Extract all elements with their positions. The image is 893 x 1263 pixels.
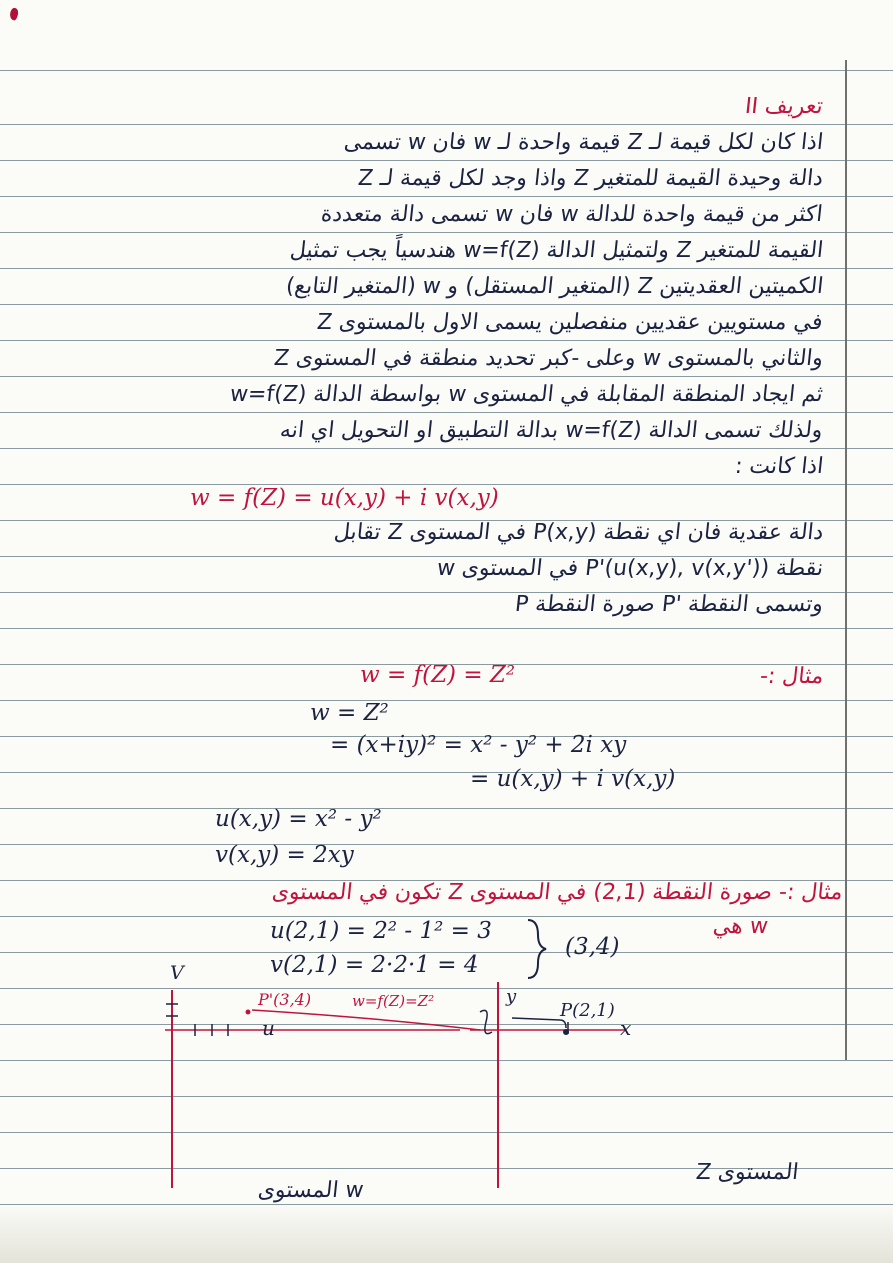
w-point-marker bbox=[246, 1010, 251, 1015]
brace-icon bbox=[528, 920, 546, 978]
example-step-1: w = Z² bbox=[310, 700, 389, 726]
example-step-2: = (x+iy)² = x² - y² + 2i xy bbox=[330, 732, 627, 758]
w-axis-u-label: u bbox=[262, 1016, 275, 1040]
definition-heading-text: تعريف bbox=[756, 94, 825, 119]
definition-line-9: ولذلك تسمى الدالة (w=f(Z بدالة التطبيق او التحويل اي انه bbox=[279, 418, 825, 443]
mapping-line-1: دالة عقدية فان اي نقطة (P(x,y في المستوى Z تقابل bbox=[332, 520, 825, 545]
definition-line-4: القيمة للمتغير Z ولتمثيل الدالة (w=f(Z هندسياً يجب تمثيل bbox=[288, 238, 825, 263]
w-point-label: P'(3,4) bbox=[258, 990, 312, 1009]
z-axis-y-label: y bbox=[506, 986, 517, 1007]
example2-suffix: w هي bbox=[711, 914, 770, 939]
definition-line-8: ثم ايجاد المنطقة المقابلة في المستوى w بواسطة الدالة (w=f(Z bbox=[228, 382, 825, 407]
page-shadow bbox=[0, 1203, 893, 1263]
w-plane-label: w المستوى bbox=[256, 1178, 365, 1203]
example-label: مثال :- bbox=[758, 664, 825, 689]
example2-label: مثال :- صورة النقطة (2,1) في المستوى Z تكون في المستوى bbox=[271, 880, 845, 905]
z-axis-x-label: x bbox=[620, 1016, 632, 1040]
definition-line-6: في مستويين عقديين منفصلين يسمى الاول بالمستوى Z bbox=[316, 310, 825, 335]
mapping-arrow-label: w=f(Z)=Z² bbox=[352, 992, 435, 1010]
definition-line-2: دالة وحيدة القيمة للمتغير Z واذا وجد لكل قيمة لـ Z bbox=[356, 166, 825, 191]
definition-line-10: اذا كانت : bbox=[733, 454, 825, 479]
definition-line-7: والثاني بالمستوى w وعلى -كبر تحديد منطقة في المستوى Z bbox=[272, 346, 825, 371]
definition-line-3: اكثر من قيمة واحدة للدالة w فان w تسمى دالة متعددة bbox=[320, 202, 825, 227]
z-point-label: P(2,1) bbox=[560, 1000, 615, 1021]
example-equation: w = f(Z) = Z² bbox=[360, 662, 516, 688]
main-equation: w = f(Z) = u(x,y) + i v(x,y) bbox=[190, 485, 499, 511]
example-step-4: u(x,y) = x² - y² bbox=[215, 806, 382, 832]
example2-calc-v: v(2,1) = 2·2·1 = 4 bbox=[270, 952, 479, 978]
z-point-leader bbox=[512, 1018, 566, 1028]
mapping-line-2: نقطة (('P'(u(x,y), v(x,y في المستوى w bbox=[435, 556, 825, 581]
w-axis-v-label: V bbox=[170, 962, 184, 984]
example-step-3: = u(x,y) + i v(x,y) bbox=[470, 766, 676, 792]
definition-line-1: اذا كان لكل قيمة لـ Z قيمة واحدة لـ w فان w تسمى bbox=[342, 130, 825, 155]
mapping-line-3: وتسمى النقطة 'P صورة النقطة P bbox=[513, 592, 825, 617]
example-step-5: v(x,y) = 2xy bbox=[215, 842, 354, 868]
definition-heading-number: II bbox=[743, 94, 760, 119]
z-plane-label: المستوى Z bbox=[694, 1160, 800, 1185]
example2-calc-u: u(2,1) = 2² - 1² = 3 bbox=[270, 918, 492, 944]
mapping-arrow bbox=[252, 1010, 480, 1030]
example2-result: (3,4) bbox=[565, 934, 620, 960]
z-point-marker bbox=[563, 1029, 569, 1035]
definition-line-5: الكميتين العقديتين Z (المتغير المستقل) و w (المتغير التابع) bbox=[284, 274, 825, 299]
